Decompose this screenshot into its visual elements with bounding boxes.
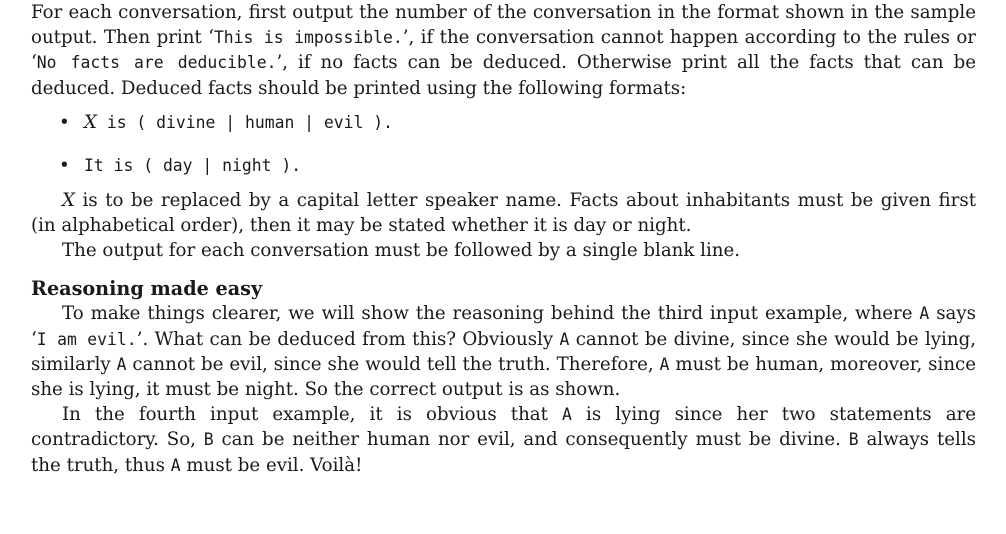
code-statement: I am evil. [36, 329, 137, 349]
text-span: In the fourth input example, it is obvious that [62, 404, 563, 426]
document-page [31, 0, 976, 478]
code-speaker: A [116, 354, 127, 374]
fourth-example-paragraph [31, 402, 976, 478]
text-span: To make things clearer, we will show the reasoning behind the third input example, where [62, 303, 920, 325]
text-span: ’, if no facts can be deduced. Otherwise print all the facts that can be deduced. Deduced facts should be printed using the following formats: [31, 52, 976, 99]
text-span: ’, if the conversation cannot happen according to the rules or ‘ [31, 27, 976, 74]
code-speaker: A [919, 304, 930, 324]
text-span: cannot be evil, since she would tell the truth. Therefore, [126, 353, 660, 375]
code-speaker: A [559, 329, 570, 349]
variable-x: X [62, 189, 75, 211]
text-span: can be neither human nor evil, and consequently must be divine. [213, 429, 849, 451]
text-span: says ‘ [31, 303, 976, 350]
bullet-icon: • [59, 154, 70, 176]
text-span: ’. What can be deduced from this? Obviously [136, 328, 560, 350]
text-span: is lying since her two statements are contradictory. So, [31, 404, 976, 451]
text-span: must be human, moreover, since she is lying, it must be night. So the correct output is as shown. [31, 353, 976, 401]
code-speaker: B [203, 430, 214, 450]
code-no-facts-deducible: No facts are deducible. [36, 53, 277, 73]
third-example-paragraph [31, 301, 976, 402]
code-speaker: A [170, 455, 181, 475]
text-span: For each conversation, first output the number of the conversation in the format shown in the sample output. Then print ‘ [31, 2, 976, 49]
format-item-time [31, 153, 976, 178]
code-this-is-impossible: This is impossible. [213, 28, 403, 48]
format-item-inhabitant [31, 110, 976, 135]
code-speaker: B [848, 430, 859, 450]
code-speaker: A [659, 354, 670, 374]
text-span: always tells the truth, thus [31, 429, 976, 476]
blank-line-paragraph: The output for each conversation must be followed by a single blank line. [62, 240, 741, 262]
format-text: It is ( day | night ). [84, 155, 302, 175]
format-list [31, 110, 976, 178]
text-span: is to be replaced by a capital letter speaker name. Facts about inhabitants must be given first (in alphabetical order), then it may be stated whether it is day or night. [31, 189, 976, 237]
replacement-paragraph [31, 188, 976, 238]
format-text: is ( divine | human | evil ). [96, 112, 393, 132]
text-span: must be evil. Voilà! [180, 454, 363, 476]
output-format-paragraph [31, 0, 976, 101]
section-heading: Reasoning made easy [31, 277, 263, 301]
code-speaker: A [562, 405, 572, 425]
text-span: cannot be divine, since she would be lying, similarly [31, 328, 977, 375]
bullet-icon: • [59, 111, 70, 133]
variable-x: X [84, 111, 97, 133]
